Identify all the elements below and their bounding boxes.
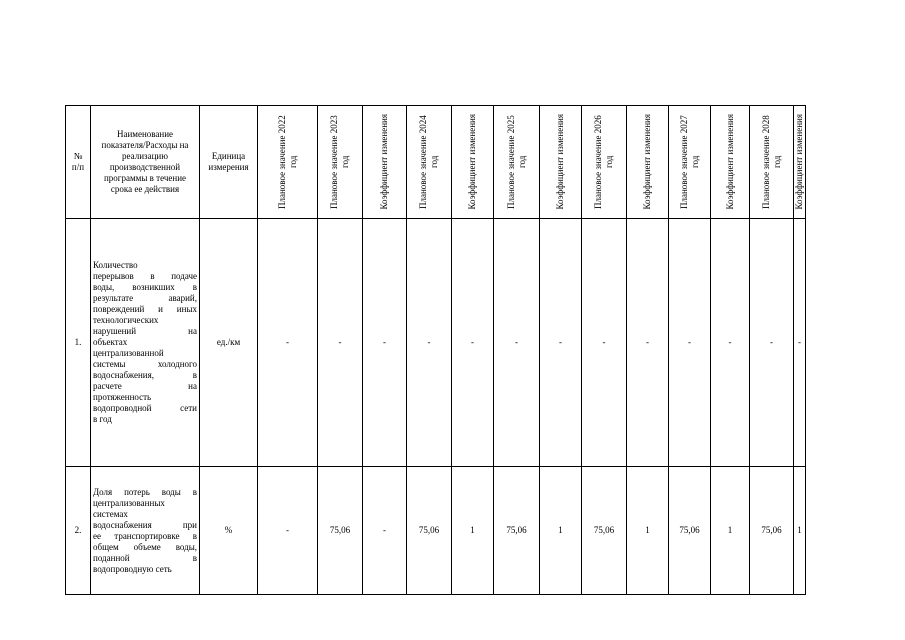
indicator-name bbox=[91, 219, 200, 467]
unit-cell: ед./км bbox=[200, 219, 258, 467]
value-cell: - bbox=[318, 219, 363, 467]
indicator-name-line: расчете на bbox=[93, 381, 197, 391]
header-col-13 bbox=[794, 106, 806, 219]
value-cell: 1 bbox=[711, 467, 750, 595]
header-col-label: Плановое значение 2023 год bbox=[329, 115, 350, 209]
indicator-name-line: централизованной bbox=[93, 348, 164, 358]
value-cell: - bbox=[407, 219, 452, 467]
indicator-name bbox=[91, 467, 200, 595]
value-cell: 1 bbox=[627, 467, 669, 595]
value-cell: - bbox=[363, 219, 407, 467]
indicator-name-line: в год bbox=[93, 414, 112, 424]
table-row bbox=[66, 467, 806, 595]
indicator-name-line: технологических bbox=[93, 315, 159, 325]
indicator-name-line: повреждений и иных bbox=[93, 304, 197, 314]
header-col-label: Коэффициент изменения bbox=[379, 114, 389, 210]
indicator-name-line: протяженность bbox=[93, 392, 152, 402]
value-cell: 1 bbox=[540, 467, 582, 595]
header-col-6 bbox=[494, 106, 540, 219]
row-number: 2. bbox=[66, 467, 91, 595]
header-col-label: Плановое значение 2024 год bbox=[418, 115, 439, 209]
value-cell: - bbox=[363, 467, 407, 595]
indicator-name-line: объектах bbox=[93, 337, 128, 347]
value-cell: 75,06 bbox=[494, 467, 540, 595]
header-col-8 bbox=[582, 106, 627, 219]
unit-cell: % bbox=[200, 467, 258, 595]
indicator-name-line: Доля потерь воды в bbox=[93, 486, 197, 497]
header-col-label: Плановое значение 2022 год bbox=[276, 115, 298, 209]
header-col-12 bbox=[750, 106, 794, 219]
indicator-name-line: результате аварий, bbox=[93, 293, 197, 303]
header-name: Наименование показателя/Расходы на реализацию производственной программы в течение срока ее действия bbox=[91, 106, 200, 219]
header-col-1 bbox=[258, 106, 318, 219]
header-row bbox=[66, 106, 806, 219]
header-col-10 bbox=[669, 106, 711, 219]
value-cell: - bbox=[750, 219, 794, 467]
table-body bbox=[66, 219, 806, 595]
indicator-name-line: водоснабжения при bbox=[93, 519, 197, 530]
header-col-5 bbox=[452, 106, 494, 219]
value-cell: 1 bbox=[794, 467, 806, 595]
indicator-name-line: системы холодного bbox=[93, 359, 197, 369]
header-col-11 bbox=[711, 106, 750, 219]
indicator-name-line: общем объеме воды, bbox=[93, 541, 197, 552]
indicator-name-line: централизованных bbox=[93, 497, 165, 508]
header-col-label: Коэффициент изменения bbox=[724, 114, 735, 210]
value-cell: - bbox=[452, 219, 494, 467]
indicator-name-line: водопроводную сеть bbox=[93, 563, 172, 574]
value-cell: - bbox=[582, 219, 627, 467]
header-col-2 bbox=[318, 106, 363, 219]
value-cell: - bbox=[711, 219, 750, 467]
value-cell: - bbox=[669, 219, 711, 467]
indicator-name-line: нарушений на bbox=[93, 326, 197, 336]
value-cell: 75,06 bbox=[318, 467, 363, 595]
indicator-name-line: ее транспортировке в bbox=[93, 530, 197, 541]
header-col-label: Коэффициент изменения bbox=[555, 114, 565, 210]
indicator-name-line: водоснабжения, в bbox=[93, 370, 197, 380]
indicator-name-line: водопроводной сети bbox=[93, 403, 197, 413]
value-cell: - bbox=[494, 219, 540, 467]
value-cell: - bbox=[540, 219, 582, 467]
header-col-3 bbox=[363, 106, 407, 219]
value-cell: 1 bbox=[452, 467, 494, 595]
value-cell: - bbox=[258, 219, 318, 467]
header-col-9 bbox=[627, 106, 669, 219]
header-col-label: Плановое значение 2028 год bbox=[760, 115, 782, 209]
table-row bbox=[66, 219, 806, 467]
indicator-name-line: системах bbox=[93, 508, 128, 519]
header-col-label: Коэффициент изменения bbox=[794, 114, 804, 210]
indicators-table bbox=[65, 105, 806, 595]
value-cell: - bbox=[258, 467, 318, 595]
value-cell: - bbox=[794, 219, 806, 467]
value-cell: 75,06 bbox=[750, 467, 794, 595]
header-col-label: Коэффициент изменения bbox=[642, 114, 652, 210]
header-unit: Единица измерения bbox=[200, 106, 258, 219]
header-col-label: Плановое значение 2027 год bbox=[678, 115, 700, 209]
header-col-4 bbox=[407, 106, 452, 219]
header-col-label: Плановое значение 2026 год bbox=[593, 115, 614, 209]
value-cell: 75,06 bbox=[669, 467, 711, 595]
indicator-name-line: Количество bbox=[93, 260, 138, 270]
indicator-name-line: перерывов в подаче bbox=[93, 271, 197, 281]
indicator-name-line: поданной в bbox=[93, 552, 197, 563]
value-cell: 75,06 bbox=[582, 467, 627, 595]
value-cell: - bbox=[627, 219, 669, 467]
value-cell: 75,06 bbox=[407, 467, 452, 595]
header-col-label: Коэффициент изменения bbox=[467, 114, 477, 210]
header-col-7 bbox=[540, 106, 582, 219]
indicator-name-line: воды, возникших в bbox=[93, 282, 197, 292]
header-num: № п/п bbox=[66, 106, 91, 219]
row-number: 1. bbox=[66, 219, 91, 467]
header-col-label: Плановое значение 2025 год bbox=[505, 115, 527, 209]
